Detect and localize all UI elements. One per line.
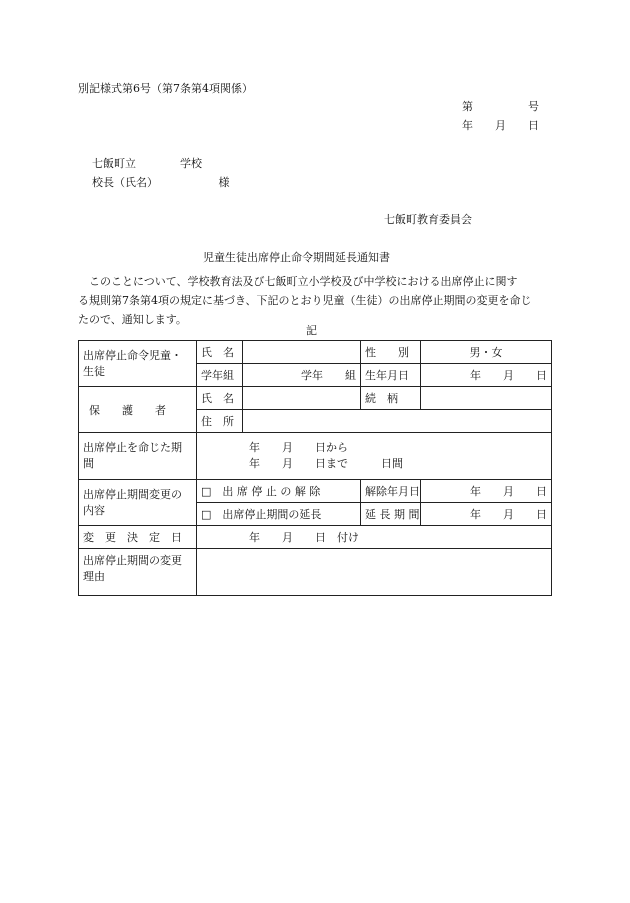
student-name-value[interactable] [243,341,361,364]
cancel-date-value[interactable]: 年 月 日 [421,480,552,503]
grade-label: 学年組 [197,364,243,387]
addressee-school: 七飯町立 学校 [92,157,202,170]
extension-period-value[interactable]: 年 月 日 [421,503,552,526]
sex-value[interactable]: 男・女 [421,341,552,364]
table-row [79,387,552,410]
body-paragraph [78,272,552,329]
change-reason-value[interactable] [197,549,552,596]
change-reason-label: 出席停止期間の変更理由 [79,549,197,596]
body-line: る規則第7条第4項の規定に基づき、下記のとおり児童（生徒）の出席停止期間の変更を命じ [78,294,532,307]
grade-value[interactable]: 学年 組 [243,364,361,387]
period-value[interactable] [197,433,552,480]
table-row [79,549,552,596]
birthdate-label: 生年月日 [361,364,421,387]
guardian-name-value[interactable] [243,387,361,410]
change-content-label: 出席停止期間変更の内容 [79,480,197,526]
guardian-label: 保 護 者 [79,387,197,433]
student-name-label: 氏 名 [197,341,243,364]
document-title: 児童生徒出席停止命令期間延長通知書 [203,251,390,264]
document-date: 年 月 日 [462,119,539,132]
body-line: たので、通知します。 [78,313,187,326]
cancel-date-label: 解除年月日 [361,480,421,503]
period-end: 年 月 日まで 日間 [249,457,403,470]
birthdate-value[interactable]: 年 月 日 [421,364,552,387]
period-label: 出席停止を命じた期間 [79,433,197,480]
decision-date-value[interactable]: 年 月 日 付け [197,526,552,549]
form-number: 別記様式第6号（第7条第4項関係） [78,82,253,95]
addressee-principal: 校長（氏名） 様 [92,176,230,189]
option-cancel-suspension[interactable]: □ 出 席 停 止 の 解 除 [197,480,361,503]
document-number: 第 号 [462,100,539,113]
ki-marker: 記 [306,324,317,337]
period-start: 年 月 日から [249,441,348,454]
option-extend-period[interactable]: □ 出席停止期間の延長 [197,503,361,526]
body-line: このことについて、学校教育法及び七飯町立小学校及び中学校における出席停止に関す [78,275,518,288]
sex-label: 性 別 [361,341,421,364]
table-row [79,341,552,364]
address-value[interactable] [243,410,552,433]
notice-form-table [78,340,552,596]
extension-period-label: 延 長 期 間 [361,503,421,526]
guardian-name-label: 氏 名 [197,387,243,410]
relation-value[interactable] [421,387,552,410]
address-label: 住 所 [197,410,243,433]
table-row [79,433,552,480]
student-label: 出席停止命令児童・生徒 [79,341,197,387]
table-row [79,526,552,549]
decision-date-label: 変 更 決 定 日 [79,526,197,549]
sender: 七飯町教育委員会 [384,213,472,226]
table-row [79,480,552,503]
relation-label: 続 柄 [361,387,421,410]
